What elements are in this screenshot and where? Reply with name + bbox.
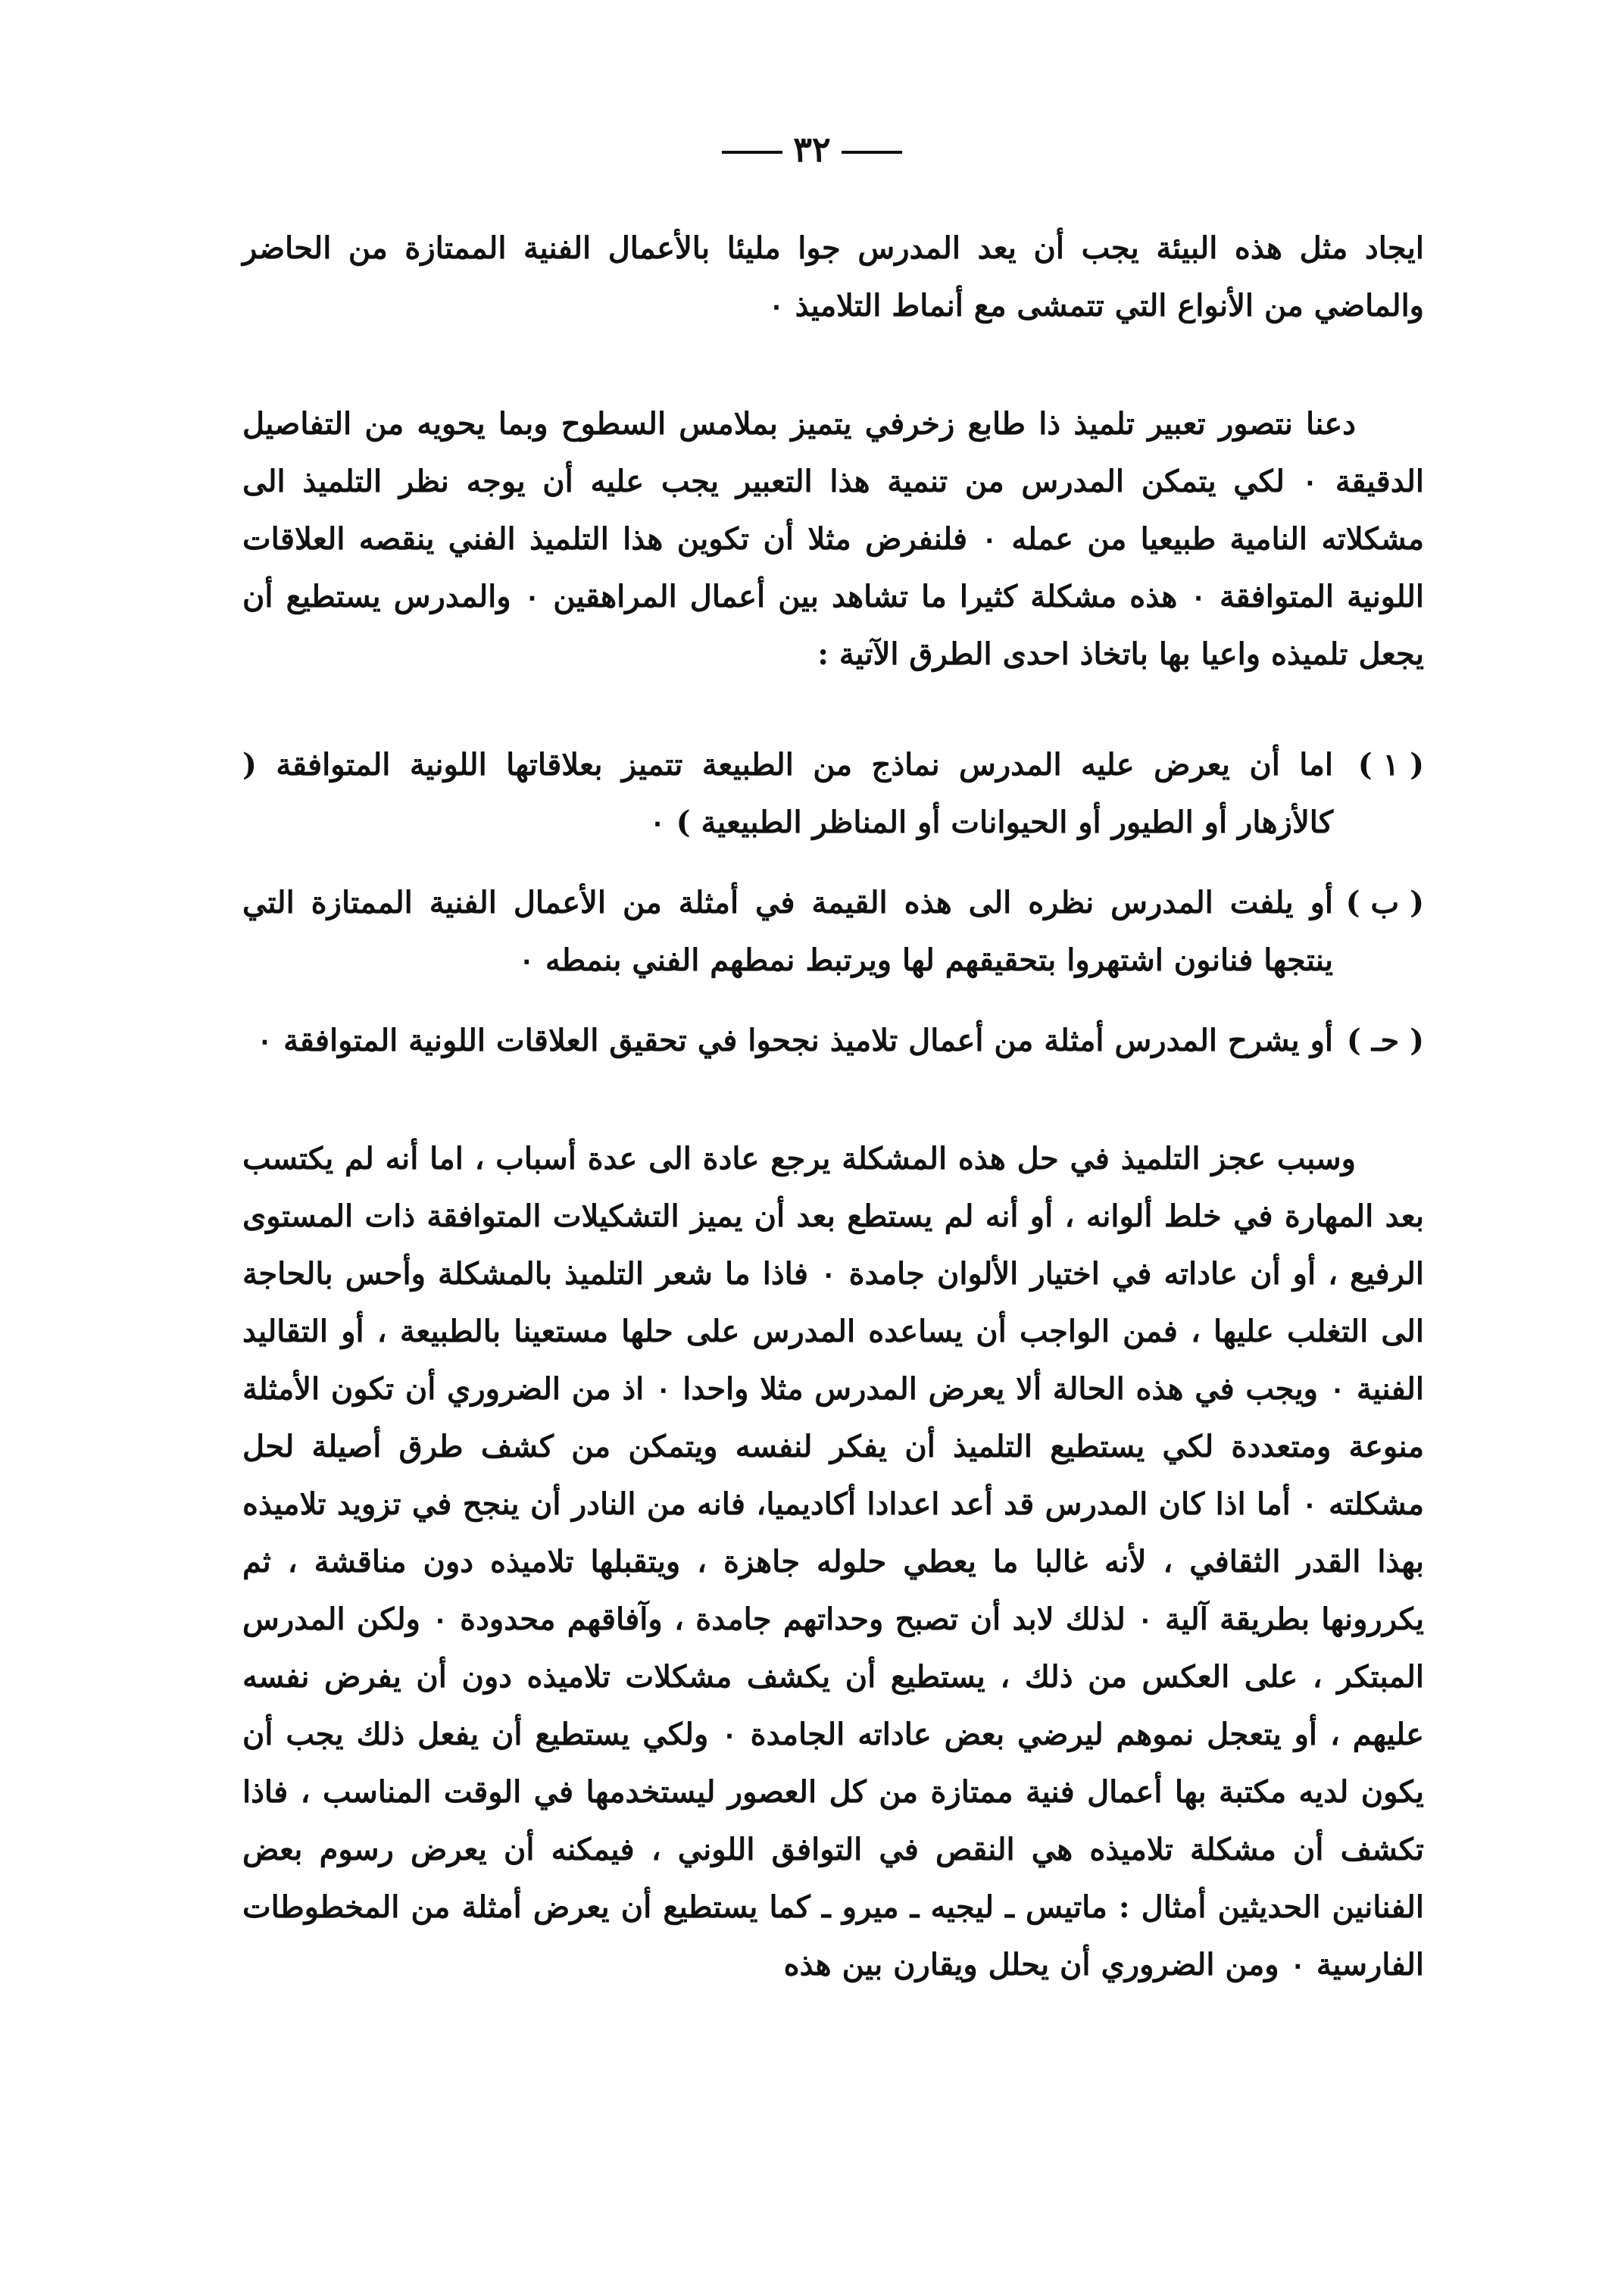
list-text-a: اما أن يعرض عليه المدرس نماذج من الطبيعة تتميز بعلاقاتها اللونية المتوافقة ( كالأزهار أو الطيور أو الحيوانات أو المناظر الطبيعية ) ٠	[242, 747, 1333, 840]
list-marker-a: ( ١ )	[1357, 747, 1424, 783]
list-item-c	[242, 1012, 1424, 1070]
paragraph-3: وسبب عجز التلميذ في حل هذه المشكلة يرجع عادة الى عدة أسباب ، اما أنه لم يكتسب بعد المهارة في خلط ألوانه ، أو أنه لم يستطع بعد أن يميز التشكيلات المتوافقة ذات المستوى الرفيع ، أو أن عاداته في اختيار الألوان جامدة ٠ فاذا ما شعر التلميذ بالمشكلة وأحس بالحاجة الى التغلب عليها ، فمن الواجب أن يساعده المدرس على حلها مستعينا بالطبيعة ، أو التقاليد الفنية ٠ ويجب في هذه الحالة ألا يعرض المدرس مثلا واحدا ٠ اذ من الضروري أن تكون الأمثلة منوعة ومتعددة لكي يستطيع التلميذ أن يفكر لنفسه ويتمكن من كشف طرق أصيلة لحل مشكلته ٠ أما اذا كان المدرس قد أعد اعدادا أكاديميا، فانه من النادر أن ينجح في تزويد تلاميذه بهذا القدر الثقافي ، لأنه غالبا ما يعطي حلوله جاهزة ، ويتقبلها تلاميذه دون مناقشة ، ثم يكررونها بطريقة آلية ٠ لذلك لابد أن تصبح وحداتهم جامدة ، وآفاقهم محدودة ٠ ولكن المدرس المبتكر ، على العكس من ذلك ، يستطيع أن يكشف مشكلات تلاميذه دون أن يفرض نفسه عليهم ، أو يتعجل نموهم ليرضي بعض عاداته الجامدة ٠ ولكي يستطيع أن يفعل ذلك يجب أن يكون لديه مكتبة بها أعمال فنية ممتازة من كل العصور ليستخدمها في الوقت المناسب ، فاذا تكشف أن مشكلة تلاميذه هي النقص في التوافق اللوني ، فيمكنه أن يعرض رسوم بعض الفنانين الحديثين أمثال : ماتيس ـ ليجيه ـ ميرو ـ كما يستطيع أن يعرض أمثلة من المخطوطات الفارسية ٠ ومن الضروري أن يحلل ويقارن بين هذه	[242, 1141, 1425, 1982]
page-number-dash-left	[842, 151, 902, 154]
list-text-b: أو يلفت المدرس نظره الى هذه القيمة في أمثلة من الأعمال الفنية الممتازة التي ينتجها فنانون اشتهروا بتحقيقهم لها ويرتبط نمطهم الفني بنمطه ٠	[242, 885, 1334, 978]
paragraph-1: ايجاد مثل هذه البيئة يجب أن يعد المدرس جوا مليئا بالأعمال الفنية الممتازة من الحاضر والماضي من الأنواع التي تتمشى مع أنماط التلاميذ ٠	[242, 230, 1425, 323]
list-item-b	[242, 874, 1424, 989]
page-number-dash-right	[722, 151, 782, 154]
paragraph-2: دعنا نتصور تعبير تلميذ ذا طابع زخرفي يتميز بملامس السطوح وبما يحويه من التفاصيل الدقيقة ٠ لكي يتمكن المدرس من تنمية هذا التعبير يجب عليه أن يوجه نظر التلميذ الى مشكلاته النامية طبيعيا من عمله ٠ فلنفرض مثلا أن تكوين هذا التلميذ الفني ينقصه العلاقات اللونية المتوافقة ٠ هذه مشكلة كثيرا ما تشاهد بين أعمال المراهقين ٠ والمدرس يستطيع أن يجعل تلميذه واعيا بها باتخاذ احدى الطرق الآتية :	[242, 406, 1425, 672]
list-item-a	[242, 736, 1424, 851]
body-text	[242, 220, 1424, 1994]
list-marker-b: ( ب )	[1345, 885, 1424, 920]
list-text-c: أو يشرح المدرس أمثلة من أعمال تلاميذ نجحوا في تحقيق العلاقات اللونية المتوافقة ٠	[256, 1023, 1333, 1058]
page-number-text: ٣٢	[793, 129, 831, 170]
list-marker-c: ( حـ )	[1346, 1023, 1424, 1058]
page-number	[0, 129, 1624, 170]
